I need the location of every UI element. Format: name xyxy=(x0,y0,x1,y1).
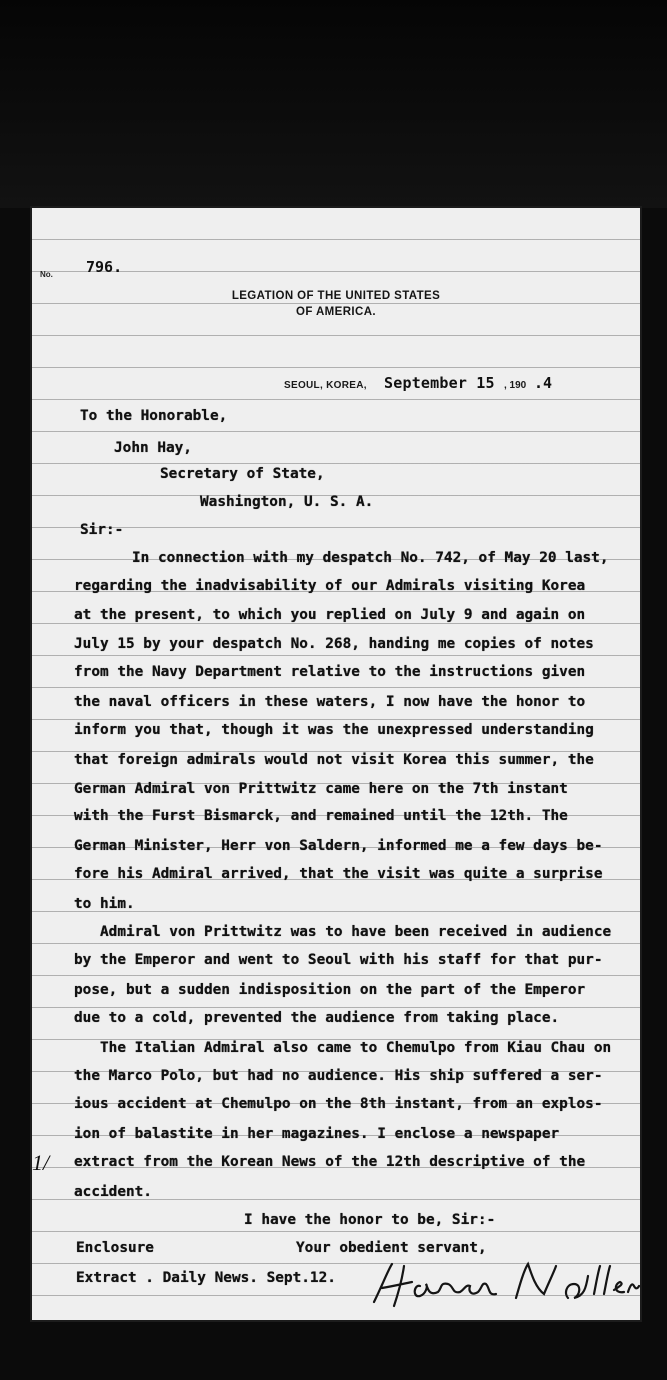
body-line: regarding the inadvisability of our Admirals visiting Korea xyxy=(74,578,586,594)
body-line: by the Emperor and went to Seoul with his staff for that pur- xyxy=(74,952,603,968)
body-line: July 15 by your despatch No. 268, handing me copies of notes xyxy=(74,636,594,652)
dateline-year-prefix: , 190 xyxy=(504,380,527,391)
body-line: The Italian Admiral also came to Chemulpo from Kiau Chau on xyxy=(100,1040,612,1056)
body-line: at the present, to which you replied on July 9 and again on xyxy=(74,607,586,623)
letterhead xyxy=(32,288,640,320)
despatch-number: 796. xyxy=(86,258,123,276)
body-line: from the Navy Department relative to the instructions given xyxy=(74,664,586,680)
body-line: Admiral von Prittwitz was to have been received in audience xyxy=(100,924,612,940)
letterhead-line-2: OF AMERICA. xyxy=(296,306,376,318)
body-line: ion of balastite in her magazines. I enclose a newspaper xyxy=(74,1126,560,1142)
salutation: Sir:- xyxy=(80,522,124,538)
body-line: due to a cold, prevented the audience from taking place. xyxy=(74,1010,560,1026)
handwritten-signature xyxy=(368,1258,640,1312)
closing-line-2: Your obedient servant, xyxy=(296,1240,487,1256)
closing-line-1: I have the honor to be, Sir:- xyxy=(244,1212,496,1228)
addressee-line-2: John Hay, xyxy=(114,440,192,456)
film-border xyxy=(0,0,667,208)
document-page xyxy=(32,208,640,1320)
dateline-place: SEOUL, KOREA, xyxy=(284,380,367,391)
body-line: fore his Admiral arrived, that the visit was quite a surprise xyxy=(74,866,603,882)
dateline-date: September 15 xyxy=(384,374,495,392)
body-line: ious accident at Chemulpo on the 8th instant, from an explos- xyxy=(74,1096,603,1112)
addressee-line-3: Secretary of State, xyxy=(160,466,325,482)
letterhead-line-1: LEGATION OF THE UNITED STATES xyxy=(231,290,441,302)
body-line: pose, but a sudden indisposition on the part of the Emperor xyxy=(74,982,586,998)
body-line: In connection with my despatch No. 742, of May 20 last, xyxy=(132,550,609,566)
addressee-line-4: Washington, U. S. A. xyxy=(200,494,374,510)
body-line: to him. xyxy=(74,896,135,912)
body-line: inform you that, though it was the unexpressed understanding xyxy=(74,722,594,738)
body-line: the Marco Polo, but had no audience. His ship suffered a ser- xyxy=(74,1068,603,1084)
addressee-line-1: To the Honorable, xyxy=(80,408,228,424)
number-label: No. xyxy=(40,270,53,279)
enclosure-item: Extract . Daily News. Sept.12. xyxy=(76,1270,336,1286)
body-line: German Minister, Herr von Saldern, informed me a few days be- xyxy=(74,838,603,854)
enclosure-label: Enclosure xyxy=(76,1240,154,1256)
body-line: extract from the Korean News of the 12th descriptive of the xyxy=(74,1154,586,1170)
dateline-year-digit: .4 xyxy=(534,374,553,392)
body-line: that foreign admirals would not visit Korea this summer, the xyxy=(74,752,594,768)
body-line: the naval officers in these waters, I now have the honor to xyxy=(74,694,586,710)
body-line: German Admiral von Prittwitz came here on the 7th instant xyxy=(74,781,568,797)
body-line: with the Furst Bismarck, and remained until the 12th. The xyxy=(74,808,568,824)
margin-enclosure-mark: 1/ xyxy=(32,1150,50,1175)
body-line: accident. xyxy=(74,1184,152,1200)
